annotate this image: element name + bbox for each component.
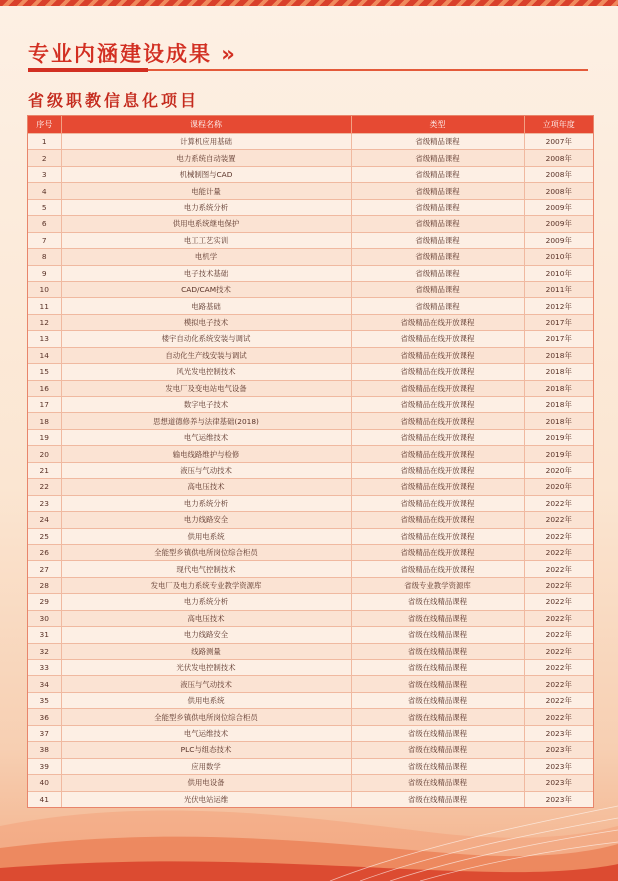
cell-index: 25	[28, 528, 61, 544]
table-body	[28, 134, 593, 807]
cell-type: 省级在线精品课程	[351, 758, 524, 774]
cell-index: 33	[28, 660, 61, 676]
cell-type: 省级精品在线开放课程	[351, 397, 524, 413]
cell-year: 2008年	[524, 166, 593, 182]
cell-year: 2019年	[524, 446, 593, 462]
cell-index: 18	[28, 413, 61, 429]
cell-course-name: 全能型乡镇供电所岗位综合柜员	[61, 709, 351, 725]
section-title: 专业内涵建设成果 »	[28, 42, 237, 66]
table-row	[28, 183, 593, 199]
cell-type: 省级精品课程	[351, 183, 524, 199]
cell-type: 省级在线精品课程	[351, 676, 524, 692]
table-row	[28, 249, 593, 265]
cell-index: 23	[28, 495, 61, 511]
table-row	[28, 298, 593, 314]
cell-type: 省级精品在线开放课程	[351, 429, 524, 445]
cell-course-name: 电子技术基础	[61, 265, 351, 281]
table-row	[28, 314, 593, 330]
cell-year: 2022年	[524, 561, 593, 577]
cell-type: 省级专业教学资源库	[351, 577, 524, 593]
cell-year: 2018年	[524, 413, 593, 429]
table-row	[28, 561, 593, 577]
cell-type: 省级精品在线开放课程	[351, 495, 524, 511]
table-row	[28, 577, 593, 593]
cell-year: 2022年	[524, 676, 593, 692]
cell-type: 省级在线精品课程	[351, 660, 524, 676]
cell-year: 2009年	[524, 199, 593, 215]
cell-course-name: 电力线路安全	[61, 627, 351, 643]
cell-course-name: 楼宇自动化系统安装与调试	[61, 331, 351, 347]
cell-year: 2018年	[524, 347, 593, 363]
cell-course-name: 风光发电控制技术	[61, 364, 351, 380]
heading-rule	[28, 69, 588, 71]
cell-year: 2018年	[524, 380, 593, 396]
cell-type: 省级精品在线开放课程	[351, 347, 524, 363]
cell-index: 20	[28, 446, 61, 462]
cell-index: 2	[28, 150, 61, 166]
cell-type: 省级在线精品课程	[351, 627, 524, 643]
cell-type: 省级精品在线开放课程	[351, 512, 524, 528]
cell-course-name: 供用电设备	[61, 775, 351, 791]
project-table-grid	[28, 116, 593, 807]
cell-course-name: 全能型乡镇供电所岗位综合柜员	[61, 544, 351, 560]
cell-index: 38	[28, 742, 61, 758]
cell-type: 省级精品在线开放课程	[351, 446, 524, 462]
table-row	[28, 413, 593, 429]
cell-type: 省级精品在线开放课程	[351, 479, 524, 495]
cell-year: 2010年	[524, 249, 593, 265]
table-row	[28, 331, 593, 347]
cell-index: 24	[28, 512, 61, 528]
cell-year: 2019年	[524, 429, 593, 445]
cell-year: 2022年	[524, 577, 593, 593]
cell-year: 2022年	[524, 528, 593, 544]
cell-type: 省级精品在线开放课程	[351, 331, 524, 347]
cell-year: 2012年	[524, 298, 593, 314]
cell-type: 省级精品课程	[351, 166, 524, 182]
cell-course-name: 光伏发电控制技术	[61, 660, 351, 676]
cell-index: 15	[28, 364, 61, 380]
cell-course-name: 机械制图与CAD	[61, 166, 351, 182]
cell-index: 4	[28, 183, 61, 199]
cell-type: 省级精品在线开放课程	[351, 364, 524, 380]
cell-year: 2023年	[524, 791, 593, 807]
cell-year: 2020年	[524, 462, 593, 478]
cell-year: 2008年	[524, 183, 593, 199]
cell-type: 省级在线精品课程	[351, 610, 524, 626]
cell-year: 2020年	[524, 479, 593, 495]
cell-course-name: 思想道德修养与法律基础(2018)	[61, 413, 351, 429]
table-row	[28, 676, 593, 692]
table-row	[28, 380, 593, 396]
cell-type: 省级精品课程	[351, 281, 524, 297]
cell-index: 17	[28, 397, 61, 413]
cell-year: 2007年	[524, 134, 593, 150]
table-row	[28, 199, 593, 215]
cell-type: 省级精品在线开放课程	[351, 413, 524, 429]
cell-index: 10	[28, 281, 61, 297]
cell-course-name: 数字电子技术	[61, 397, 351, 413]
table-row	[28, 725, 593, 741]
cell-course-name: PLC与组态技术	[61, 742, 351, 758]
table-row	[28, 462, 593, 478]
table-row	[28, 610, 593, 626]
cell-type: 省级精品在线开放课程	[351, 528, 524, 544]
cell-course-name: 应用数学	[61, 758, 351, 774]
table-row	[28, 150, 593, 166]
cell-year: 2022年	[524, 512, 593, 528]
cell-type: 省级精品课程	[351, 232, 524, 248]
cell-index: 27	[28, 561, 61, 577]
table-row	[28, 364, 593, 380]
cell-index: 31	[28, 627, 61, 643]
cell-course-name: 电力系统分析	[61, 594, 351, 610]
cell-year: 2022年	[524, 544, 593, 560]
cell-index: 1	[28, 134, 61, 150]
footer-wave-decor	[0, 786, 618, 881]
cell-course-name: 高电压技术	[61, 610, 351, 626]
cell-year: 2022年	[524, 643, 593, 659]
cell-type: 省级精品课程	[351, 150, 524, 166]
cell-index: 22	[28, 479, 61, 495]
table-row	[28, 528, 593, 544]
cell-type: 省级精品课程	[351, 216, 524, 232]
header-course-name: 课程名称	[61, 116, 351, 134]
cell-course-name: 电工工艺实训	[61, 232, 351, 248]
cell-index: 35	[28, 692, 61, 708]
cell-type: 省级精品课程	[351, 265, 524, 281]
header-index: 序号	[28, 116, 61, 134]
table-row	[28, 742, 593, 758]
table-row	[28, 627, 593, 643]
cell-index: 29	[28, 594, 61, 610]
cell-index: 41	[28, 791, 61, 807]
cell-course-name: 高电压技术	[61, 479, 351, 495]
cell-type: 省级在线精品课程	[351, 692, 524, 708]
cell-course-name: 电能计量	[61, 183, 351, 199]
cell-year: 2022年	[524, 495, 593, 511]
cell-index: 26	[28, 544, 61, 560]
cell-type: 省级在线精品课程	[351, 594, 524, 610]
table-row	[28, 429, 593, 445]
cell-year: 2022年	[524, 692, 593, 708]
table-row	[28, 495, 593, 511]
table-row	[28, 643, 593, 659]
cell-course-name: 电力系统自动装置	[61, 150, 351, 166]
cell-index: 13	[28, 331, 61, 347]
cell-course-name: 电力系统分析	[61, 495, 351, 511]
table-row	[28, 166, 593, 182]
table-row	[28, 479, 593, 495]
cell-course-name: 计算机应用基础	[61, 134, 351, 150]
cell-year: 2018年	[524, 364, 593, 380]
cell-type: 省级精品在线开放课程	[351, 561, 524, 577]
cell-type: 省级在线精品课程	[351, 742, 524, 758]
cell-year: 2008年	[524, 150, 593, 166]
cell-year: 2009年	[524, 216, 593, 232]
cell-course-name: 自动化生产线安装与调试	[61, 347, 351, 363]
cell-type: 省级精品课程	[351, 134, 524, 150]
cell-course-name: 发电厂及变电站电气设备	[61, 380, 351, 396]
cell-year: 2017年	[524, 331, 593, 347]
cell-course-name: 模拟电子技术	[61, 314, 351, 330]
table-header-row	[28, 116, 593, 134]
cell-type: 省级在线精品课程	[351, 643, 524, 659]
cell-type: 省级精品在线开放课程	[351, 380, 524, 396]
cell-year: 2023年	[524, 775, 593, 791]
cell-index: 21	[28, 462, 61, 478]
table-row	[28, 660, 593, 676]
project-table	[27, 115, 594, 808]
cell-course-name: 现代电气控制技术	[61, 561, 351, 577]
cell-course-name: 供用电系统	[61, 528, 351, 544]
top-decor-strip	[0, 0, 618, 6]
table-row	[28, 692, 593, 708]
cell-course-name: 电气运维技术	[61, 429, 351, 445]
cell-year: 2009年	[524, 232, 593, 248]
cell-course-name: 供用电系统	[61, 692, 351, 708]
cell-year: 2023年	[524, 758, 593, 774]
cell-course-name: 电路基础	[61, 298, 351, 314]
cell-type: 省级在线精品课程	[351, 791, 524, 807]
cell-year: 2023年	[524, 725, 593, 741]
cell-course-name: 电力系统分析	[61, 199, 351, 215]
table-row	[28, 265, 593, 281]
table-row	[28, 594, 593, 610]
cell-type: 省级精品课程	[351, 298, 524, 314]
table-row	[28, 347, 593, 363]
cell-year: 2022年	[524, 709, 593, 725]
cell-index: 9	[28, 265, 61, 281]
cell-course-name: 光伏电站运维	[61, 791, 351, 807]
cell-index: 12	[28, 314, 61, 330]
cell-course-name: 液压与气动技术	[61, 462, 351, 478]
cell-year: 2017年	[524, 314, 593, 330]
cell-index: 40	[28, 775, 61, 791]
cell-year: 2018年	[524, 397, 593, 413]
cell-year: 2022年	[524, 627, 593, 643]
cell-type: 省级在线精品课程	[351, 725, 524, 741]
cell-index: 32	[28, 643, 61, 659]
table-row	[28, 544, 593, 560]
cell-index: 39	[28, 758, 61, 774]
cell-course-name: 电气运维技术	[61, 725, 351, 741]
table-row	[28, 216, 593, 232]
cell-year: 2022年	[524, 594, 593, 610]
cell-index: 11	[28, 298, 61, 314]
cell-year: 2011年	[524, 281, 593, 297]
table-row	[28, 709, 593, 725]
cell-index: 19	[28, 429, 61, 445]
table-row	[28, 281, 593, 297]
cell-course-name: 电机学	[61, 249, 351, 265]
cell-index: 7	[28, 232, 61, 248]
cell-type: 省级在线精品课程	[351, 775, 524, 791]
cell-index: 16	[28, 380, 61, 396]
page-subtitle: 省级职教信息化项目	[28, 91, 200, 110]
cell-type: 省级精品在线开放课程	[351, 462, 524, 478]
header-year: 立项年度	[524, 116, 593, 134]
cell-index: 37	[28, 725, 61, 741]
table-row	[28, 446, 593, 462]
cell-year: 2022年	[524, 660, 593, 676]
table-row	[28, 134, 593, 150]
cell-course-name: 线路测量	[61, 643, 351, 659]
cell-course-name: 输电线路维护与检修	[61, 446, 351, 462]
cell-course-name: CAD/CAM技术	[61, 281, 351, 297]
cell-index: 8	[28, 249, 61, 265]
cell-index: 28	[28, 577, 61, 593]
cell-type: 省级精品课程	[351, 249, 524, 265]
cell-type: 省级精品课程	[351, 199, 524, 215]
cell-index: 36	[28, 709, 61, 725]
cell-type: 省级在线精品课程	[351, 709, 524, 725]
cell-index: 34	[28, 676, 61, 692]
cell-index: 30	[28, 610, 61, 626]
cell-year: 2022年	[524, 610, 593, 626]
cell-year: 2010年	[524, 265, 593, 281]
table-row	[28, 758, 593, 774]
table-row	[28, 397, 593, 413]
cell-index: 5	[28, 199, 61, 215]
table-row	[28, 512, 593, 528]
cell-course-name: 液压与气动技术	[61, 676, 351, 692]
table-row	[28, 232, 593, 248]
cell-course-name: 供用电系统继电保护	[61, 216, 351, 232]
cell-course-name: 发电厂及电力系统专业教学资源库	[61, 577, 351, 593]
cell-index: 3	[28, 166, 61, 182]
cell-course-name: 电力线路安全	[61, 512, 351, 528]
cell-index: 6	[28, 216, 61, 232]
cell-year: 2023年	[524, 742, 593, 758]
cell-type: 省级精品在线开放课程	[351, 314, 524, 330]
cell-index: 14	[28, 347, 61, 363]
cell-type: 省级精品在线开放课程	[351, 544, 524, 560]
header-type: 类型	[351, 116, 524, 134]
